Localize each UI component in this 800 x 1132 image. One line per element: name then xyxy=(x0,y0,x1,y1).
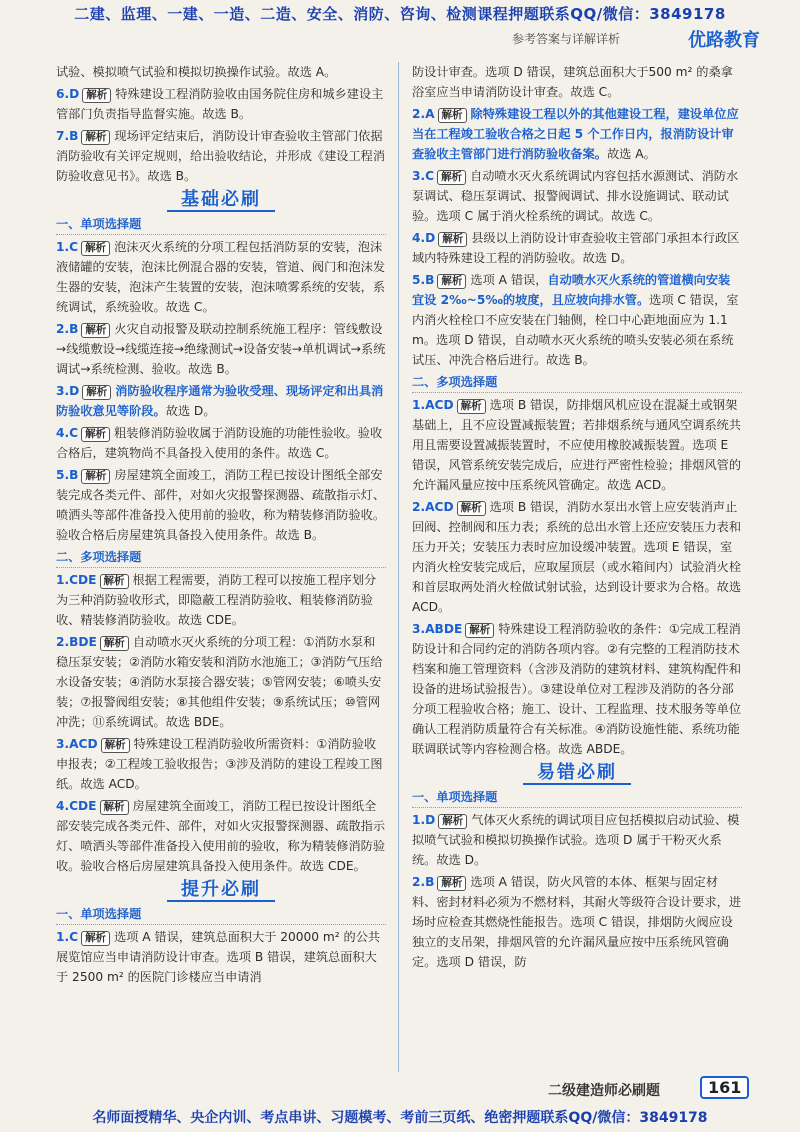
answer-item: 2.B 解析 火灾自动报警及联动控制系统施工程序：管线敷设→线缆敷设→线缆连接→绝缘测试→设备安装→单机调试→系统调试→系统检测、验收。故选 B。 xyxy=(56,322,386,376)
answer-item: 6.D 解析 特殊建设工程消防验收由国务院住房和城乡建设主管部门负责指导监督实施。故选 B。 xyxy=(56,87,384,121)
answer-item: 2.B 解析 选项 A 错误，防火风管的本体、框架与固定材料、密封材料必须为不燃材料，其耐火等级符合设计要求，进场时应检查其燃烧性能报告。选项 C 错误，排烟防火阀应设独立的支吊架，排烟风管的允许漏风量应按中压系统风管确定。选项 D 错误，防 xyxy=(412,875,742,969)
section-title: 提升必刷 xyxy=(56,880,386,900)
section-title: 基础必刷 xyxy=(56,190,386,210)
answer-item: 2.BDE 解析 自动喷水灭火系统的分项工程：①消防水泵和稳压泵安装；②消防水箱安装和消防水池施工；③消防气压给水设备安装；④消防水泵接合器安装；⑤管网安装；⑥喷头安装；⑦报警阀组安装；⑧其他组件安装；⑨系统试压；⑩管网冲洗；⑪系统调试。故选 BDE。 xyxy=(56,635,383,729)
subsection-title: 二、多项选择题 xyxy=(56,547,386,568)
column-divider xyxy=(398,62,399,1072)
answer-item: 3.ABDE 解析 特殊建设工程消防验收的条件：①完成工程消防设计和合同约定的消防各项内容。②有完整的工程消防技术档案和施工管理资料（含涉及消防的建筑材料、建筑构配件和设备的进场试验报告）。③建设单位对工程涉及消防的各分部分项工程验收合格；施工、设计、工程监理、技术服务等单位确认工程消防质量符合有关标准。④消防设施性能、系统功能联调联试等内容检测合格。故选 ABDE。 xyxy=(412,622,742,756)
publisher-logo: 优路教育 xyxy=(688,30,760,51)
subsection-title: 一、单项选择题 xyxy=(56,904,386,925)
answer-item: 7.B 解析 现场评定结束后，消防设计审查验收主管部门依据消防验收有关评定规则，给出验收结论，并形成《建设工程消防验收意见书》。故选 B。 xyxy=(56,129,386,183)
continued-text: 试验、模拟喷气试验和模拟切换操作试验。故选 A。 xyxy=(56,65,337,79)
answer-item: 4.CDE 解析 房屋建筑全面竣工，消防工程已按设计图纸全部安装完成各类元件、部件，对如火灾报警探测器、疏散指示灯、喷洒头等部件准备投入使用前的验收，称为精装修消防验收。验收合格后房屋建筑具备投入使用条件。故选 CDE。 xyxy=(56,799,386,873)
answer-item: 3.ACD 解析 特殊建设工程消防验收所需资料：①消防验收申报表；②工程竣工验收报告；③涉及消防的建设工程竣工图纸。故选 ACD。 xyxy=(56,737,383,791)
answer-item: 1.C 解析 泡沫灭火系统的分项工程包括消防泵的安装，泡沫液储罐的安装，泡沫比例混合器的安装，管道、阀门和泡沫发生器的安装，泡沫产生装置的安装，泡沫喷雾系统的安装，系统调试，系统验收。故选 C。 xyxy=(56,240,386,314)
right-column xyxy=(412,62,742,974)
answer-item: 3.C 解析 自动喷水灭火系统调试内容包括水源测试、消防水泵调试、稳压泵调试、报警阀调试、排水设施调试、联动试验。选项 C 属于消火栓系统的调试。故选 C。 xyxy=(412,169,739,223)
subsection-title: 二、多项选择题 xyxy=(412,372,742,393)
answer-item: 1.ACD 解析 选项 B 错误，防排烟风机应设在混凝土或钢架基础上，且不应设置减振装置；若排烟系统与通风空调系统共用且需要设置减振装置时，不应使用橡胶减振装置。选项 E 错误，风管系统安装完成后，应进行严密性检验；排烟风管的允许漏风量应按中压系统风管确定。故选 ACD。 xyxy=(412,398,742,492)
answer-item: 5.B 解析 选项 A 错误，自动喷水灭火系统的管道横向安装宜设 2‰~5‰的坡度，且应坡向排水管。选项 C 错误，室内消火栓栓口不应安装在门轴侧，栓口中心距地面应为 1.1 m。选项 D 错误，自动喷水灭火系统的喷头安装必须在系统试压、冲洗合格后进行。故选 B。 xyxy=(412,273,739,367)
book-title: 二级建造师必刷题 xyxy=(548,1083,660,1099)
answer-item: 1.D 解析 气体灭火系统的调试项目应包括模拟启动试验、模拟喷气试验和模拟切换操作试验。选项 D 属于干粉灭火系统。故选 D。 xyxy=(412,813,740,867)
bottom-banner: 名师面授精华、央企内训、考点串讲、习题模考、考前三页纸、绝密押题联系QQ/微信：3849178 xyxy=(92,1110,708,1126)
answer-item: 2.ACD 解析 选项 B 错误，消防水泵出水管上应安装消声止回阀、控制阀和压力表；系统的总出水管上还应安装压力表和压力开关；安装压力表时应加设缓冲装置。选项 E 错误，室内消火栓安装完成后，应取屋顶层（或水箱间内）试验消火栓和首层取两处消火栓做试射试验，达到设计要求为合格。故选 ACD。 xyxy=(412,500,742,614)
answer-item: 4.C 解析 粗装修消防验收属于消防设施的功能性验收。验收合格后，建筑物尚不具备投入使用的条件。故选 C。 xyxy=(56,426,383,460)
subsection-title: 一、单项选择题 xyxy=(56,214,386,235)
answer-item: 5.B 解析 房屋建筑全面竣工，消防工程已按设计图纸全部安装完成各类元件、部件，对如火灾报警探测器、疏散指示灯、喷洒头等部件准备投入使用前的验收，称为精装修消防验收。验收合格后房屋建筑具备投入使用条件。故选 B。 xyxy=(56,468,386,542)
answer-item: 3.D 解析 消防验收程序通常为验收受理、现场评定和出具消防验收意见等阶段。故选 D。 xyxy=(56,384,384,418)
top-banner: 二建、监理、一建、一造、二造、安全、消防、咨询、检测课程押题联系QQ/微信：3849178 xyxy=(74,5,726,23)
answer-item: 2.A 解析 除特殊建设工程以外的其他建设工程，建设单位应当在工程竣工验收合格之日起 5 个工作日内，报消防设计审查验收主管部门进行消防验收备案。故选 A。 xyxy=(412,107,739,161)
answer-item: 1.C 解析 选项 A 错误，建筑总面积大于 20000 m² 的公共展览馆应当申请消防设计审查。选项 B 错误，建筑总面积大于 2500 m² 的医院门诊楼应当申请消 xyxy=(56,930,381,984)
subsection-title: 一、单项选择题 xyxy=(412,787,742,808)
answer-item: 1.CDE 解析 根据工程需要，消防工程可以按施工程序划分为三种消防验收形式，即隐蔽工程消防验收、粗装修消防验收、精装修消防验收。故选 CDE。 xyxy=(56,573,377,627)
header-subtitle: 参考答案与详解详析 xyxy=(511,32,620,46)
continued-text: 防设计审查。选项 D 错误，建筑总面积大于500 m² 的桑拿浴室应当申请消防设计审查。故选 C。 xyxy=(412,65,733,99)
section-title: 易错必刷 xyxy=(412,763,742,783)
page-number: 161 xyxy=(700,1076,749,1099)
answer-item: 4.D 解析 县级以上消防设计审查验收主管部门承担本行政区域内特殊建设工程的消防验收。故选 D。 xyxy=(412,231,740,265)
left-column xyxy=(56,62,386,989)
